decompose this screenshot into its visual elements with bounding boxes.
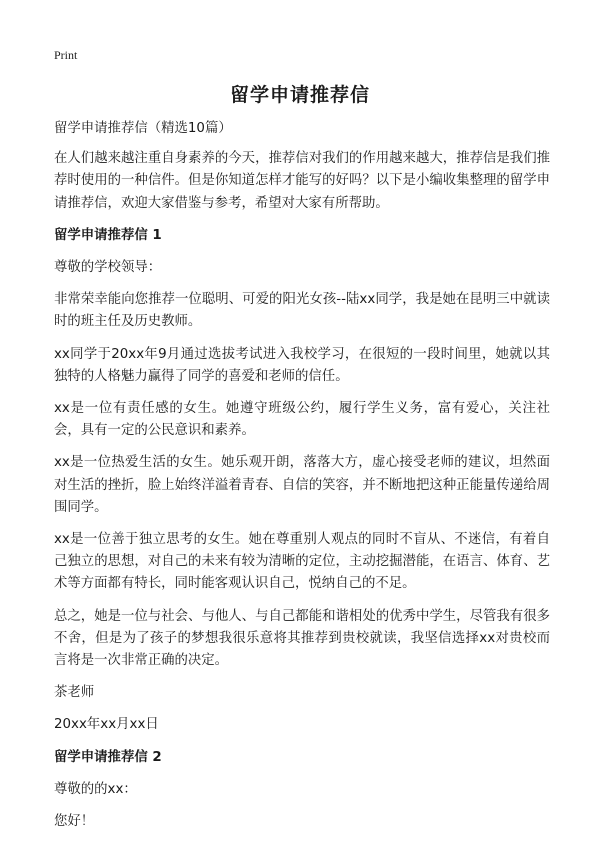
letter-1-paragraph: 总之，她是一位与社会、与他人、与自己都能和谐相处的优秀中学生，尽管我有很多不舍，但是为了孩子的梦想我很乐意将其推荐到贵校就读，我坚信选择xx对贵校而言将是一次非常正确的决定。 [54, 608, 550, 669]
letter-1-signature: 茶老师 [54, 685, 95, 701]
intro-paragraph: 在人们越来越注重自身素养的今天，推荐信对我们的作用越来越大，推荐信是我们推荐时使用的一种信件。但是你知道怎样才能写的好吗？以下是小编收集整理的留学申请推荐信，欢迎大家借鉴与参考，希望对大家有所帮助。 [54, 151, 550, 211]
print-link[interactable]: Print [54, 48, 78, 62]
document-subtitle: 留学申请推荐信（精选10篇） [54, 121, 232, 136]
letter-1-paragraph: xx是一位热爱生活的女生。她乐观开朗，落落大方，虚心接受老师的建议，坦然面对生活的挫折，脸上始终洋溢着青春、自信的笑容，并不断地把这种正能量传递给周围同学。 [54, 455, 550, 515]
letter-1-heading: 留学申请推荐信 1 [54, 227, 162, 243]
letter-1-paragraph: xx同学于20xx年9月通过选拔考试进入我校学习，在很短的一段时间里，她就以其独特的人格魅力赢得了同学的喜爱和老师的信任。 [54, 346, 550, 384]
letter-2-salutation: 尊敬的的xx： [54, 781, 137, 797]
letter-1-paragraph: xx是一位有责任感的女生。她遵守班级公约，履行学生义务，富有爱心，关注社会，具有一定的公民意识和素养。 [54, 401, 550, 439]
letter-2-greeting: 您好！ [54, 814, 95, 830]
page-title: 留学申请推荐信 [229, 84, 370, 106]
letter-2-heading: 留学申请推荐信 2 [54, 749, 162, 765]
letter-1-paragraph: 非常荣幸能向您推荐一位聪明、可爱的阳光女孩--陆xx同学，我是她在昆明三中就读时的班主任及历史教师。 [54, 292, 550, 330]
letter-1-date: 20xx年xx月xx日 [54, 717, 159, 733]
letter-1-paragraph: xx是一位善于独立思考的女生。她在尊重别人观点的同时不盲从、不迷信，有着自己独立的思想，对自己的未来有较为清晰的定位，主动挖掘潜能，在语言、体育、艺术等方面都有特长，同时能客观认识自己，悦纳自己的不足。 [54, 532, 550, 592]
document-body [54, 118, 550, 843]
letter-1-salutation: 尊敬的学校领导： [54, 260, 162, 276]
